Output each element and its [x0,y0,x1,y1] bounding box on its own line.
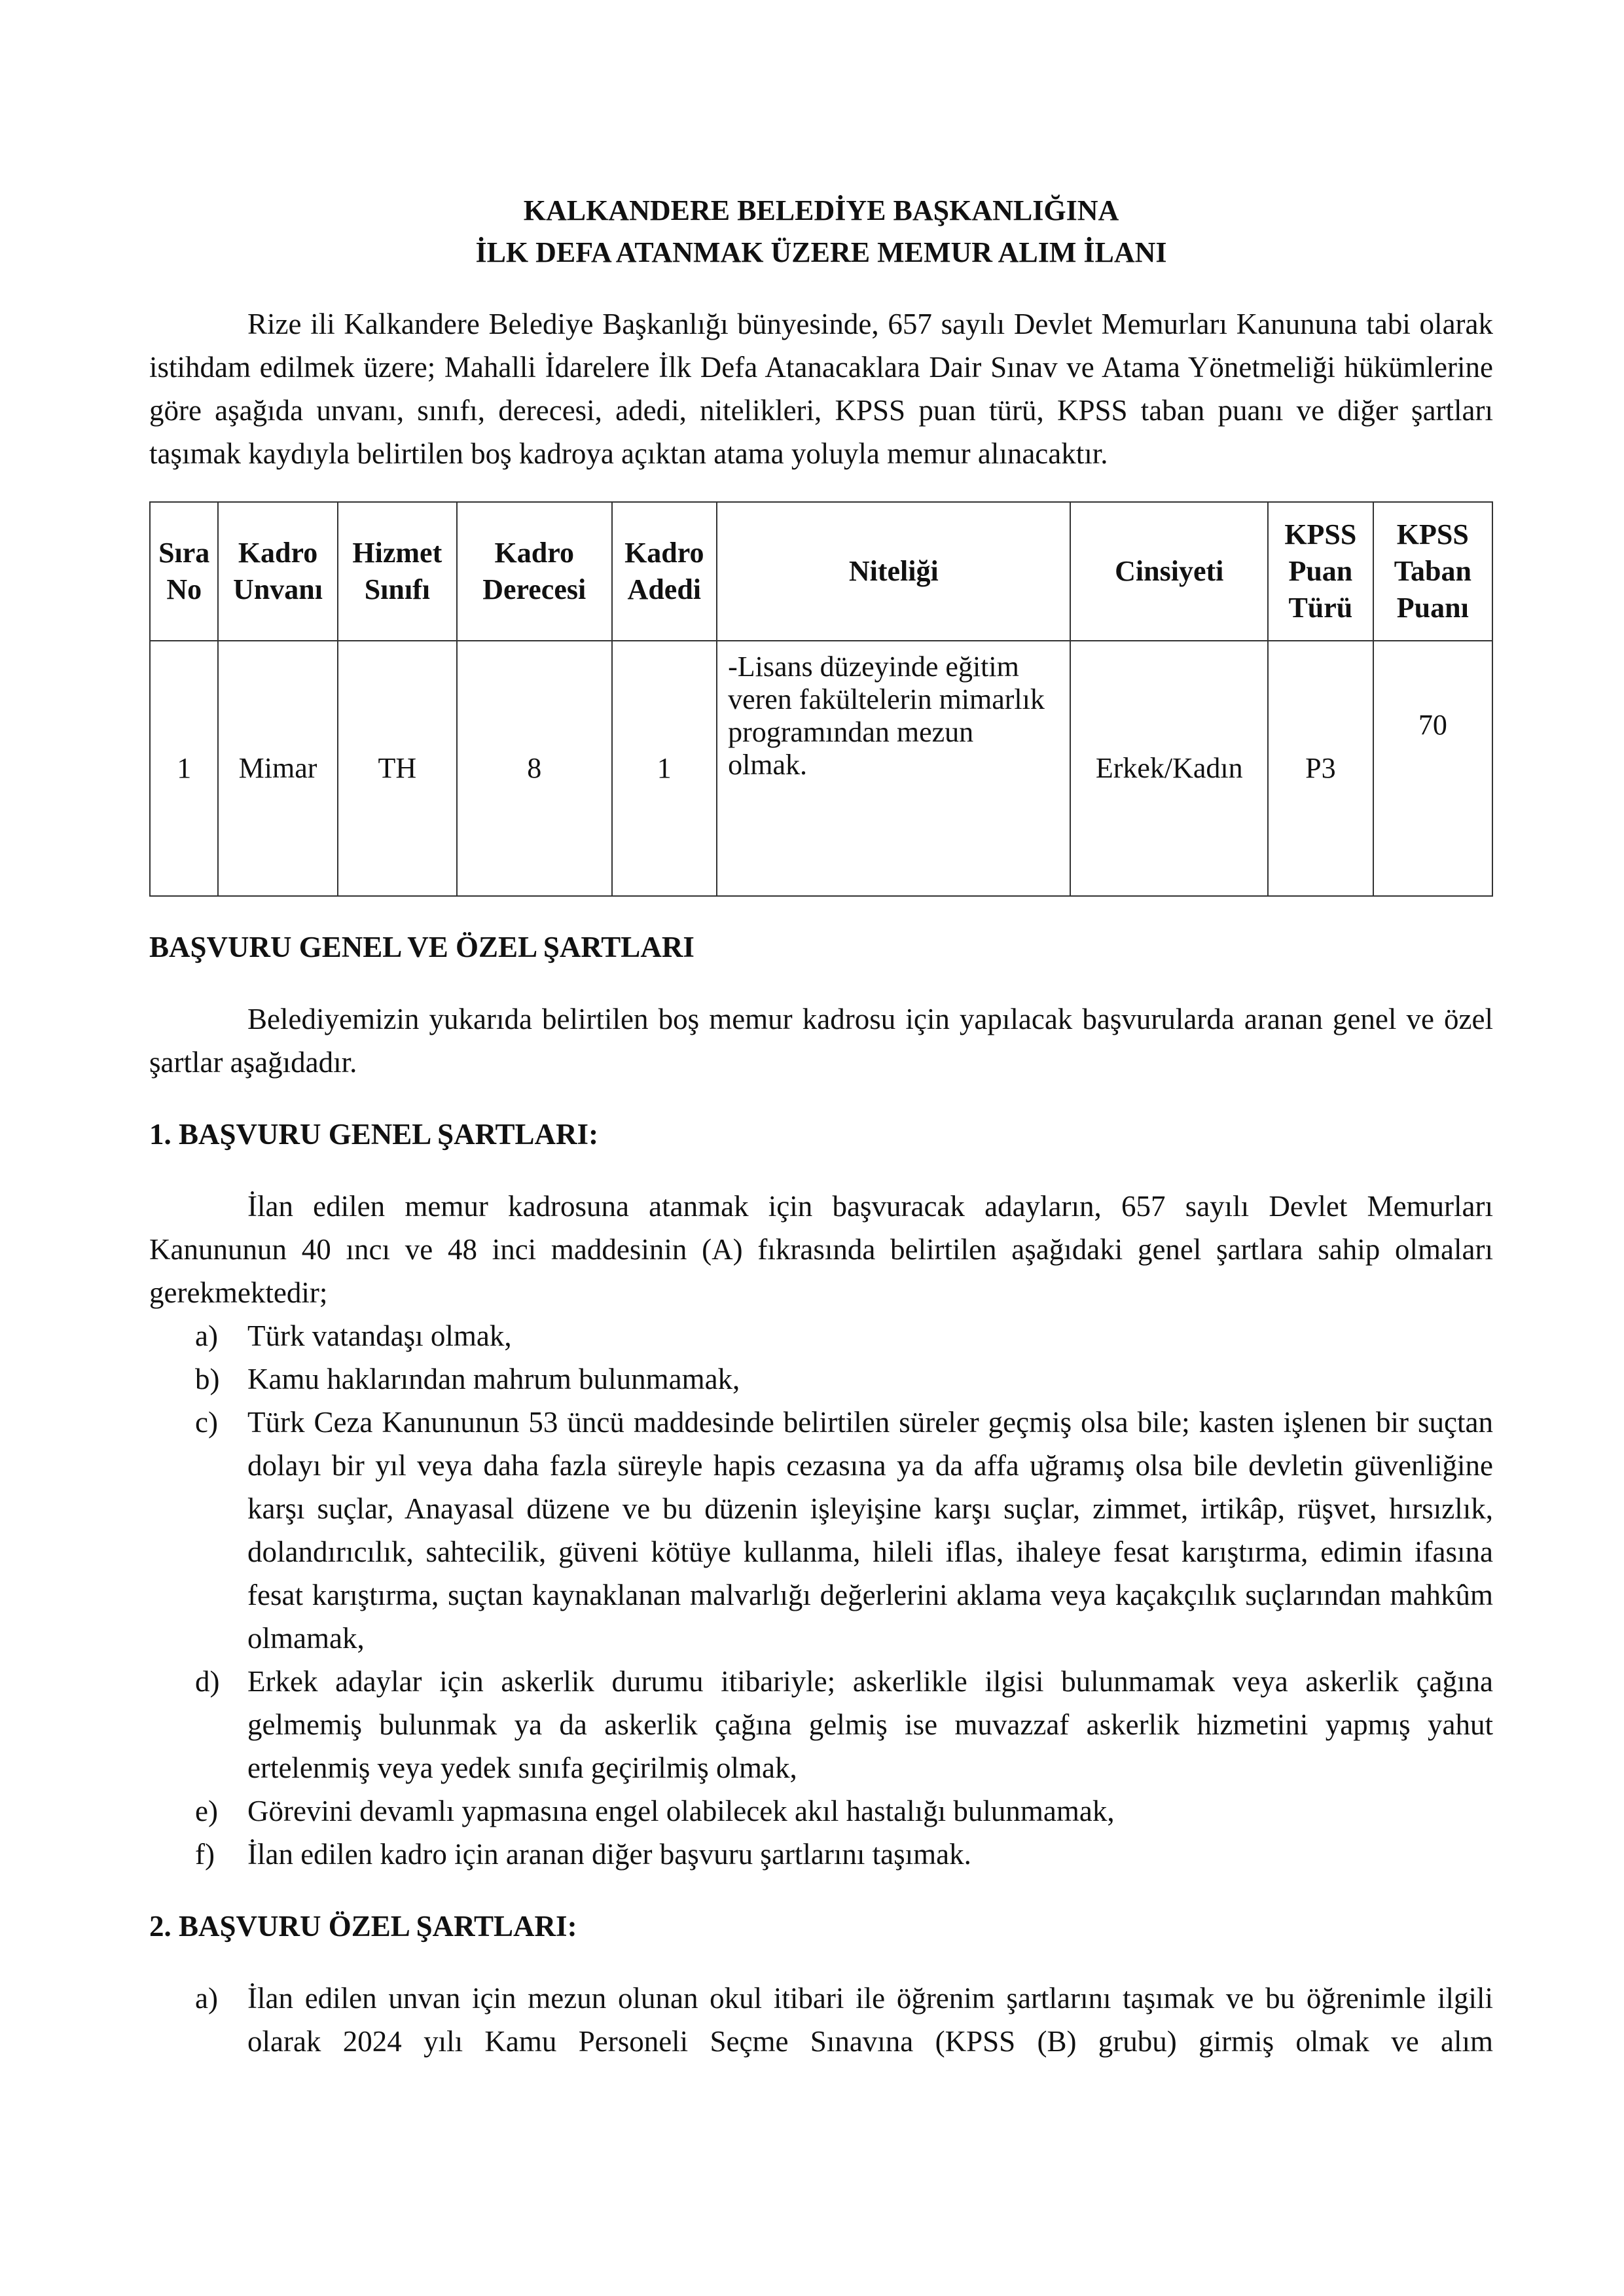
list-item-text: Görevini devamlı yapmasına engel olabilecek akıl hastalığı bulunmamak, [247,1795,1115,1827]
list-marker: e) [195,1795,218,1827]
cell-derece: 8 [457,641,612,896]
list-item-text: Türk vatandaşı olmak, [247,1319,512,1352]
genel-sartlar-list [149,1314,1493,1876]
header-kpss-taban-puani: KPSS Taban Puanı [1373,502,1492,641]
section-title-ozel-sartlar: 2. BAŞVURU ÖZEL ŞARTLARI: [149,1910,577,1943]
section-genel-ozel-text: Belediyemizin yukarıda belirtilen boş memur kadrosu için yapılacak başvurularda aranan genel ve özel şartlar aşağıdadır. [149,1003,1493,1079]
list-item [149,1977,1493,2063]
list-item-text: İlan edilen unvan için mezun olunan okul itibari ile öğrenim şartlarını taşımak ve bu öğrenimle ilgili olarak 2024 yılı Kamu Personeli Seçme Sınavına (KPSS (B) grubu) girmiş olmak ve alım [247,1982,1493,2058]
list-item [149,1789,1493,1833]
header-kadro-adedi: Kadro Adedi [612,502,717,641]
cell-adet: 1 [612,641,717,896]
list-marker: c) [195,1406,218,1439]
list-item [149,1401,1493,1660]
header-kadro-unvani: Kadro Unvanı [218,502,337,641]
cell-cinsiyet: Erkek/Kadın [1070,641,1268,896]
table-header-row [150,502,1492,641]
intro-paragraph: Rize ili Kalkandere Belediye Başkanlığı bünyesinde, 657 sayılı Devlet Memurları Kanununa tabi olarak istihdam edilmek üzere; Mahalli İdarelere İlk Defa Atanacaklara Dair Sınav ve Atama Yönetmeliği hükümlerine göre aşağıda unvanı, sınıfı, derecesi, adedi, nitelikleri, KPSS puan türü, KPSS taban puanı ve diğer şartları taşımak kaydıyla belirtilen boş kadroya açıktan atama yoluyla memur alınacaktır. [149,308,1493,470]
header-kadro-derecesi: Kadro Derecesi [457,502,612,641]
cell-taban-puan: 70 [1373,641,1492,896]
list-item-text: Erkek adaylar için askerlik durumu itibariyle; askerlikle ilgisi bulunmamak veya askerlik çağına gelmemiş bulunmak ya da askerlik çağına gelmiş ise muvazzaf askerlik hizmetini yapmış yahut ertelenmiş veya yedek sınıfa geçirilmiş olmak, [247,1665,1493,1784]
document-page [149,190,1493,2063]
list-marker: b) [195,1363,220,1395]
cell-unvan: Mimar [218,641,337,896]
header-cinsiyeti: Cinsiyeti [1070,502,1268,641]
list-item [149,1660,1493,1789]
list-item-text: Türk Ceza Kanununun 53 üncü maddesinde belirtilen süreler geçmiş olsa bile; kasten işlenen bir suçtan dolayı bir yıl veya daha fazla süreyle hapis cezasına ya da affa uğramış olsa bile devletin güvenliğine karşı suçlar, Anayasal düzene ve bu düzenin işleyişine karşı suçlar, zimmet, irtikâp, rüşvet, hırsızlık, dolandırıcılık, sahtecilik, güveni kötüye kullanma, hileli iflas, ihaleye fesat karıştırma, edimin ifasına fesat karıştırma, suçtan kaynaklanan malvarlığı değerlerini aklama veya kaçakçılık suçlarından mahkûm olmamak, [247,1406,1493,1655]
list-item [149,1357,1493,1401]
section-title-genel-ozel: BAŞVURU GENEL VE ÖZEL ŞARTLARI [149,931,695,963]
cell-nitelik: -Lisans düzeyinde eğitim veren fakültelerin mimarlık programından mezun olmak. [717,641,1070,896]
cell-puan-turu: P3 [1268,641,1373,896]
header-kpss-puan-turu: KPSS Puan Türü [1268,502,1373,641]
position-table [149,501,1493,897]
section-genel-sartlar-intro: İlan edilen memur kadrosuna atanmak için başvuracak adayların, 657 sayılı Devlet Memurları Kanununun 40 ıncı ve 48 inci maddesinin (A) fıkrasında belirtilen aşağıdaki genel şartlara sahip olmaları gerekmektedir; [149,1190,1493,1309]
list-marker: a) [195,1982,218,2015]
list-marker: d) [195,1665,220,1698]
list-item [149,1314,1493,1357]
cell-sira: 1 [150,641,218,896]
header-hizmet-sinifi: Hizmet Sınıfı [338,502,457,641]
list-item-text: Kamu haklarından mahrum bulunmamak, [247,1363,740,1395]
document-title-line-1: KALKANDERE BELEDİYE BAŞKANLIĞINA [523,194,1119,226]
list-item-text: İlan edilen kadro için aranan diğer başvuru şartlarını taşımak. [247,1838,971,1871]
document-title-line-2: İLK DEFA ATANMAK ÜZERE MEMUR ALIM İLANI [475,236,1167,268]
header-sira-no: Sıra No [150,502,218,641]
table-row [150,641,1492,896]
section-title-genel-sartlar: 1. BAŞVURU GENEL ŞARTLARI: [149,1118,599,1151]
list-marker: a) [195,1319,218,1352]
ozel-sartlar-list [149,1977,1493,2063]
list-item [149,1833,1493,1876]
header-niteligi: Niteliği [717,502,1070,641]
list-marker: f) [195,1838,215,1871]
cell-sinif: TH [338,641,457,896]
